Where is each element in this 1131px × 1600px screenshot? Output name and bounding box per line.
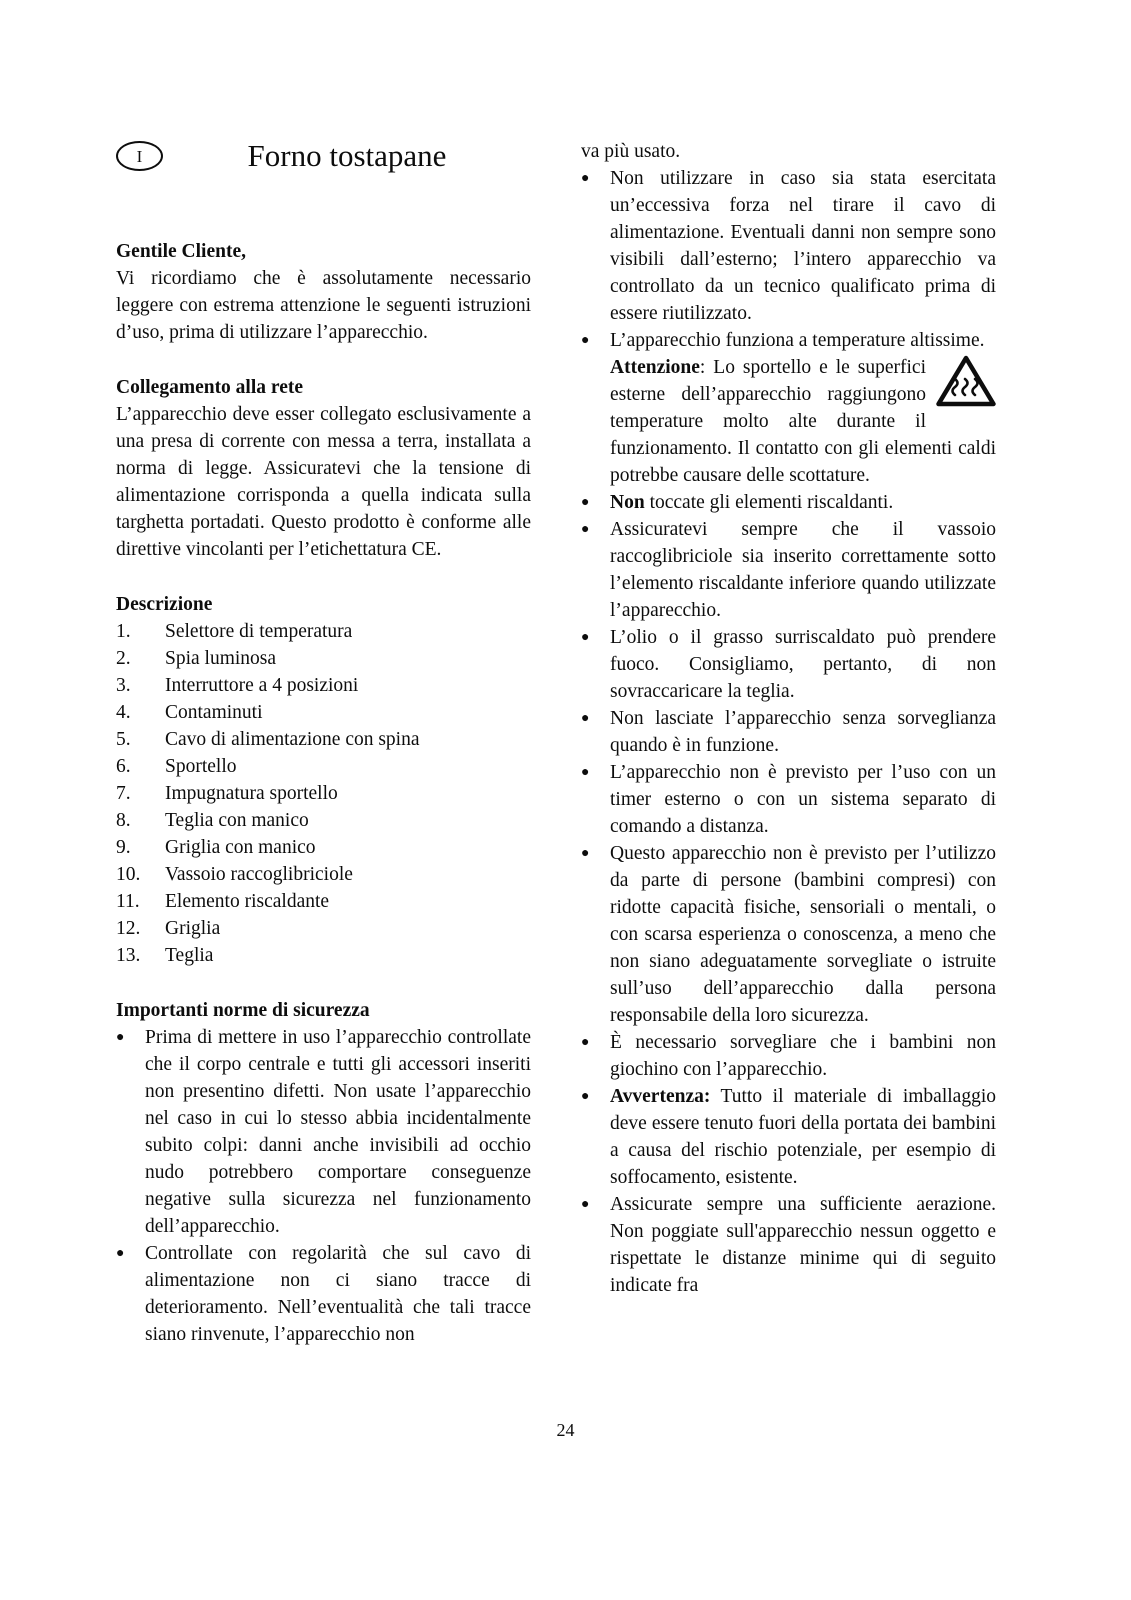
list-item-label: Contaminuti <box>165 702 263 723</box>
bullet-text <box>610 840 996 1029</box>
safety-bullet <box>581 489 996 516</box>
bullet-icon: ● <box>581 765 590 780</box>
list-item-number: 13. <box>116 945 141 966</box>
list-item-label: Selettore di temperatura <box>165 621 353 642</box>
safety-bullet <box>116 1024 531 1240</box>
safety-bullet <box>581 759 996 840</box>
bullet-body: toccate gli elementi riscaldanti. <box>644 492 894 513</box>
list-item-number: 12. <box>116 918 141 939</box>
safety-heading: Importanti norme di sicurezza <box>116 1000 370 1021</box>
bullet-body: L’olio o il grasso surriscaldato può prendere fuoco. Consigliamo, pertanto, di non sovraccaricare la teglia. <box>610 627 996 702</box>
list-item-label: Sportello <box>165 756 237 777</box>
list-item <box>116 888 531 915</box>
list-item <box>116 915 531 942</box>
safety-bullet <box>581 516 996 624</box>
list-item-number: 4. <box>116 702 131 723</box>
bullet-icon: ● <box>581 495 590 510</box>
bullet-icon: ● <box>581 522 590 537</box>
bullet-icon: ● <box>581 1197 590 1212</box>
list-item <box>116 618 531 645</box>
bullet-icon: ● <box>116 1030 125 1045</box>
list-item-label: Teglia <box>165 945 214 966</box>
greeting-heading: Gentile Cliente, <box>116 241 246 262</box>
list-item-number: 11. <box>116 891 140 912</box>
bullet-body: Questo apparecchio non è previsto per l’utilizzo da parte di persone (bambini compresi) con ridotte capacità fisiche, sensoriali o mentali, o con scarsa esperienza o conoscenza, a meno che non siano adeguatamente sorvegliate o istruite sull’uso dell’apparecchio dalla persona responsabile della loro sicurezza. <box>610 843 996 1026</box>
bullet-text <box>610 759 996 840</box>
right-column <box>581 138 996 1348</box>
list-item-label: Teglia con manico <box>165 810 309 831</box>
bullet-bold: Non <box>610 492 645 513</box>
bullet-text <box>610 705 996 759</box>
list-item-number: 9. <box>116 837 131 858</box>
section-connection <box>116 374 531 563</box>
bullet-body: Non lasciate l’apparecchio senza sorveglianza quando è in funzione. <box>610 708 996 756</box>
description-heading: Descrizione <box>116 594 213 615</box>
bullet-bold: Avvertenza: <box>610 1086 711 1107</box>
bullet-text <box>610 516 996 624</box>
language-badge-letter: I <box>136 146 143 166</box>
greeting-body: Vi ricordiamo che è assolutamente necessario leggere con estrema attenzione le seguenti istruzioni d’uso, prima di utilizzare l’apparecchio. <box>116 268 531 343</box>
bullet-text <box>610 1191 996 1299</box>
bullet-text <box>610 1083 996 1191</box>
safety-bullet <box>581 1191 996 1299</box>
bullet-body: Assicuratevi sempre che il vassoio raccoglibriciole sia inserito correttamente sotto l’elemento riscaldante inferiore quando utilizzate l’apparecchio. <box>610 519 996 621</box>
list-item-number: 10. <box>116 864 141 885</box>
bullet-icon: ● <box>581 171 590 186</box>
page-number: 24 <box>556 1420 575 1440</box>
page-title: Forno tostapane <box>247 138 447 173</box>
language-badge-icon <box>116 141 163 171</box>
list-item-label: Vassoio raccoglibriciole <box>165 864 353 885</box>
list-item <box>116 780 531 807</box>
list-item-label: Cavo di alimentazione con spina <box>165 729 420 750</box>
safety-bullet-temperature <box>581 327 996 489</box>
bullet-bold: Attenzione <box>610 357 700 378</box>
list-item-label: Griglia con manico <box>165 837 316 858</box>
list-item-label: Interruttore a 4 posizioni <box>165 675 359 696</box>
bullet-text <box>610 165 996 327</box>
safety-bullet <box>581 1029 996 1083</box>
description-list <box>116 618 531 969</box>
bullet-icon: ● <box>581 846 590 861</box>
continuation-text: va più usato. <box>581 141 681 162</box>
list-item-label: Griglia <box>165 918 221 939</box>
list-item-number: 8. <box>116 810 131 831</box>
bullet-icon: ● <box>581 1089 590 1104</box>
list-item <box>116 807 531 834</box>
bullet-body: È necessario sorvegliare che i bambini non giochino con l’apparecchio. <box>610 1032 996 1080</box>
hot-surface-icon <box>936 355 996 407</box>
bullet-icon: ● <box>581 630 590 645</box>
bullet-text: Prima di mettere in uso l’apparecchio controllate che il corpo centrale e tutti gli accessori inseriti non presentino difetti. Non usate l’apparecchio nel caso in cui lo stesso abbia incidentalmente subito colpi: danni anche invisibili ad occhio nudo potrebbero comportare conseguenze negative sulla sicurezza nel funzionamento dell’apparecchio. <box>145 1027 531 1237</box>
safety-bullet <box>581 624 996 705</box>
list-item-label: Elemento riscaldante <box>165 891 330 912</box>
safety-bullet <box>581 165 996 327</box>
list-item-number: 6. <box>116 756 131 777</box>
bullet-body: Non utilizzare in caso sia stata esercitata un’eccessiva forza nel tirare il cavo di alimentazione. Eventuali danni non sempre sono visibili dall’esterno; l’intero apparecchio va controllato da un tecnico qualificato prima di essere riutilizzato. <box>610 168 996 324</box>
bullet-intro: L’apparecchio funziona a temperature altissime. <box>610 330 985 351</box>
bullet-text <box>610 327 996 489</box>
bullet-body: Assicurate sempre una sufficiente aerazione. Non poggiate sull'apparecchio nessun oggetto e rispettate le distanze minime qui di seguito indicate fra <box>610 1194 996 1296</box>
connection-body: L’apparecchio deve esser collegato esclusivamente a una presa di corrente con messa a terra, installata a norma di legge. Assicuratevi che la tensione di alimentazione corrisponda a quella indicata sulla targhetta portadati. Questo prodotto è conforme alle direttive vincolanti per l’etichettatura CE. <box>116 404 531 560</box>
safety-bullet <box>581 1083 996 1191</box>
list-item <box>116 753 531 780</box>
section-safety <box>116 997 531 1348</box>
bullet-icon: ● <box>581 333 590 348</box>
list-item-number: 2. <box>116 648 131 669</box>
list-item-label: Impugnatura sportello <box>165 783 338 804</box>
list-item <box>116 726 531 753</box>
bullet-body: L’apparecchio non è previsto per l’uso con un timer esterno o con un sistema separato di comando a distanza. <box>610 762 996 837</box>
connection-heading: Collegamento alla rete <box>116 377 304 398</box>
list-item-number: 5. <box>116 729 131 750</box>
list-item <box>116 861 531 888</box>
two-column-layout <box>116 138 996 1348</box>
left-column <box>116 138 531 1348</box>
bullet-text: Controllate con regolarità che sul cavo di alimentazione non ci siano tracce di deterioramento. Nell’eventualità che tali tracce siano rinvenute, l’apparecchio non <box>145 1243 531 1345</box>
bullet-text <box>610 489 996 516</box>
bullet-icon: ● <box>581 1035 590 1050</box>
bullet-body: : Lo sportello e le superfici esterne dell’apparecchio raggiungono temperature molto alte durante il funzionamento. Il contatto con gli elementi caldi potrebbe causare delle scottature. <box>610 357 996 486</box>
list-item <box>116 645 531 672</box>
list-item <box>116 942 531 969</box>
safety-bullet <box>581 840 996 1029</box>
section-greeting <box>116 238 531 346</box>
list-item-number: 3. <box>116 675 131 696</box>
section-description <box>116 591 531 969</box>
list-item <box>116 672 531 699</box>
bullet-text <box>610 1029 996 1083</box>
bullet-text <box>610 624 996 705</box>
list-item <box>116 699 531 726</box>
list-item <box>116 834 531 861</box>
bullet-icon: ● <box>116 1246 125 1261</box>
safety-bullet <box>116 1240 531 1348</box>
bullet-icon: ● <box>581 711 590 726</box>
page-header <box>116 138 531 174</box>
list-item-label: Spia luminosa <box>165 648 277 669</box>
list-item-number: 7. <box>116 783 131 804</box>
safety-bullet <box>581 705 996 759</box>
bullet-body: Tutto il materiale di imballaggio deve essere tenuto fuori della portata dei bambini a causa del rischio potenziale, per esempio di soffocamento, esistente. <box>610 1086 996 1188</box>
list-item-number: 1. <box>116 621 131 642</box>
